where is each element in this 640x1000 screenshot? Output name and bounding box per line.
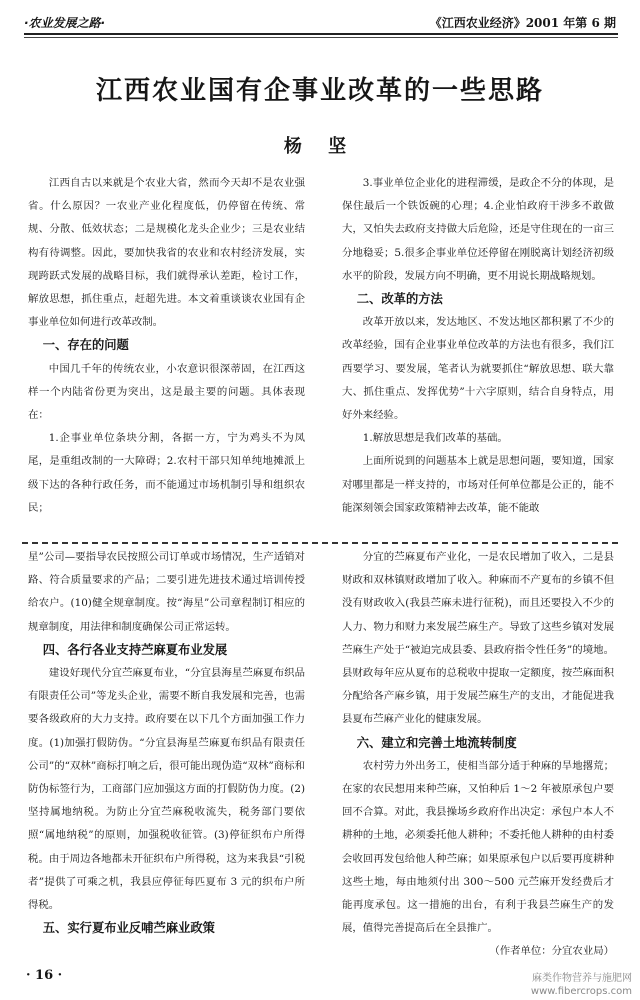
top-right-column (342, 172, 614, 520)
top-left-column (28, 172, 305, 520)
paragraph: 江西自古以来就是个农业大省，然而今天却不是农业强省。什么原因？一农业产业化程度低，仍停留在传统、常规、分散、低效状态；二是规模化龙头企业少；三是农业结构有待调整。因此，要加快我省的农业和农村经济发展，实现跨跃式发展的战略目标，我们就得承认差距，检讨工作，解放思想，抓住重点，赶超先进。本文着重谈谈农业国有企事业单位如何进行改革改制。 (28, 177, 305, 329)
paragraph: 3.事业单位企业化的进程滞缓，是政企不分的体现，是保住最后一个铁饭碗的心理；4.企业怕政府干涉多不敢做大，又怕失去政府支持做大后危险，还是守住现在的一亩三分地稳妥；5.很多企事业单位还停留在刚脱离计划经济初级水平的阶段，发展方向不明确，更不用说长期战略规划。 (342, 177, 614, 282)
paragraph: 星”公司—要指导农民按照公司订单或市场情况，生产适销对路、符合质量要求的产品；二要引进先进技术通过培训传授给农户。(10)健全规章制度。按“海星”公司章程制订相应的规章制度，用法律和制度确保公司正常运转。 (28, 551, 305, 633)
watermark-cn: 麻类作物营养与施肥网 (532, 973, 632, 984)
paragraph: 改革开放以来，发达地区、不发达地区都积累了不少的改革经验，国有企业事业单位改革的方法也有很多，我们江西要学习、要发展，笔者认为就要抓住“解放思想、联大靠大、抓住重点、发挥优势”十六字原则，结合自身特点，用好外来经验。 (342, 316, 614, 422)
running-header-section: ·农业发展之路· (24, 16, 106, 30)
bottom-right-column (342, 546, 614, 964)
bottom-left-column (28, 546, 305, 940)
section-heading: 一、存在的问题 (42, 338, 129, 353)
article-author: 杨 坚 (283, 136, 357, 157)
page-divider (22, 542, 618, 544)
section-heading: 四、各行各业支持苎麻夏布业发展 (42, 642, 228, 657)
author-affiliation: （作者单位：分宜农业局） (489, 945, 614, 958)
running-header-journal: 《江西农业经济》2001 年第 6 期 (429, 16, 616, 30)
article-title: 江西农业国有企事业改革的一些思路 (95, 76, 544, 106)
paragraph: 建设好现代分宜苎麻夏布业，“分宜县海星苎麻夏布织品有限责任公司”等龙头企业，需要不断自我发展和完善，也需要各级政府的大力支持。政府要在以下几个方面加强工作力度。(1)加强打假防伪。“分宜县海星苎麻夏布织品有限责任公司”的“双林”商标打响之后，很可能出现伪造“双林”商标和防伪标签行为，工商部门应加强这方面的打假防伪力度。(2)坚持属地纳税。为防止分宜苎麻税收流失，税务部门要依照“属地纳税”的原则，加强税收征管。(3)停征织布户所得税。由于周边各地都未开征织布户所得税，这为来我县“引税者”提供了可乘之机，我县应停征每匹夏布 3 元的织布户所得税。 (28, 667, 305, 912)
watermark (531, 972, 632, 998)
header-rule (24, 33, 618, 35)
page-number: · 16 · (26, 968, 63, 983)
paragraph: 农村劳力外出务工，使相当部分适于种麻的旱地撂荒；在家的农民想用来种苎麻，又怕种后 1～2 年被原承包户要回不合算。对此，我县操场乡政府作出决定：承包户本人不耕种的土地，必须委托他人耕种；不委托他人耕种的由村委会收回再发包给他人种苎麻；如果原承包户以后要再度耕种这些土地，每由地须付出 300～500 元苎麻开发经费后才能再度承包。这一措施的出台，有利于我县苎麻生产的发展，值得完善提高后在全县推广。 (342, 759, 614, 935)
paragraph: 中国几千年的传统农业，小农意识很深蒂固，在江西这样一个内陆省份更为突出，这是最主要的问题。具体表现在： (28, 362, 305, 422)
header-rule-thin (24, 37, 618, 38)
paragraph: 1.企事业单位条块分割，各据一方，宁为鸡头不为凤尾，是重组改制的一大障碍；2.农村干部只知单纯地摊派上级下达的各种行政任务，而不能通过市场机制引导和组织农民； (28, 432, 305, 514)
section-heading: 六、建立和完善土地流转制度 (356, 735, 517, 750)
paragraph: 上面所说到的问题基本上就是思想问题，要知道，国家对哪里都是一样支持的，市场对任何单位都是公正的，能不能深刻领会国家政策精神去改革，能不能敢 (342, 455, 614, 514)
section-heading: 二、改革的方法 (356, 292, 443, 307)
paragraph: 分宜的苎麻夏布产业化，一是农民增加了收入，二是县财政和双林镇财政增加了收入。种麻而不产夏布的乡镇不但没有财政收入(我县苎麻未进行征税)，而且还要投入不少的人力、物力和财力来发展苎麻生产。导致了这些乡镇对发展苎麻生产处于“被迫完成县委、县政府指令性任务”的境地。县财政每年应从夏布的总税收中提取一定额度，按苎麻面积分配给各产麻乡镇，用于发展苎麻生产的支出，才能促进我县夏布苎麻产业化的健康发展。 (342, 551, 614, 726)
paragraph: 1.解放思想是我们改革的基础。 (362, 432, 508, 445)
section-heading: 五、实行夏布业反哺苎麻业政策 (42, 921, 215, 936)
watermark-url: www.fibercrops.com (530, 986, 632, 997)
